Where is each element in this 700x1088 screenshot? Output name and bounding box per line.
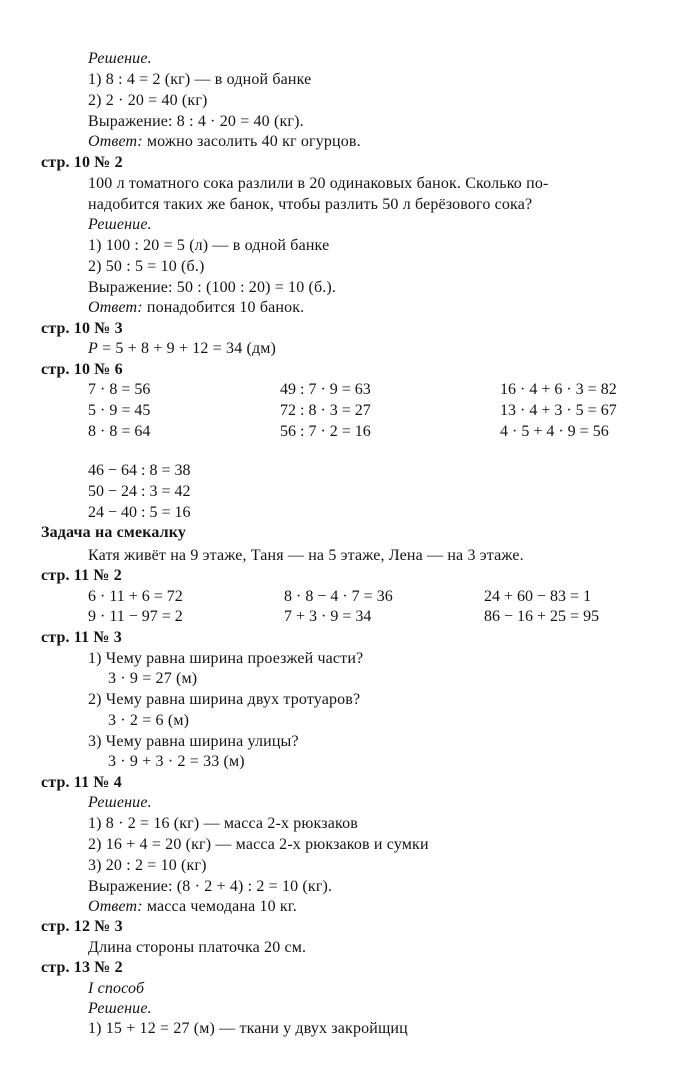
equation: 3 · 9 = 27 (м) [108,670,198,687]
exercise-heading: стр. 12 № 3 [41,918,123,935]
equation: 49 : 7 · 9 = 63 [280,381,371,398]
method-label: I способ [88,980,145,997]
solution-step: 1) 15 + 12 = 27 (м) — ткани у двух закройщиц [88,1020,408,1037]
equation: 24 + 60 − 83 = 1 [484,588,592,605]
equation: 16 · 4 + 6 · 3 = 82 [500,381,617,398]
solution-label: Решение. [88,1000,152,1017]
task-text: 100 л томатного сока разлили в 20 одинаковых банок. Сколько по- [88,175,549,192]
equation: 8 · 8 = 64 [88,423,151,440]
equation: 8 · 8 − 4 · 7 = 36 [284,588,393,605]
equation: 4 · 5 + 4 · 9 = 56 [500,423,609,440]
exercise-heading: стр. 11 № 4 [41,774,122,791]
equation: 7 + 3 · 9 = 34 [284,608,372,625]
solution-step: 1) 8 : 4 = 2 (кг) — в одной банке [88,71,312,88]
answer-line [88,897,297,917]
answer-label: Ответ: [88,898,143,915]
answer-line [88,298,304,318]
question-text: 2) Чему равна ширина двух тротуаров? [88,691,361,708]
solution-step: 2) 2 · 20 = 40 (кг) [88,92,208,109]
exercise-heading: стр. 13 № 2 [41,959,123,976]
equation: 7 · 8 = 56 [88,381,151,398]
equation: 3 · 2 = 6 (м) [108,712,190,729]
equation: 86 − 16 + 25 = 95 [484,608,600,625]
perimeter-expression: = 5 + 8 + 9 + 12 = 34 (дм) [97,340,277,357]
solution-step: 3) 20 : 2 = 10 (кг) [88,857,207,874]
equation: 46 − 64 : 8 = 38 [88,462,191,479]
answer-text: понадобится 10 банок. [142,299,305,316]
answer-label: Ответ: [88,133,143,150]
exercise-heading: стр. 11 № 2 [41,567,122,584]
task-text: Катя живёт на 9 этаже, Таня — на 5 этаже, Лена — на 3 этаже. [88,547,524,564]
exercise-heading: стр. 10 № 2 [41,154,123,171]
answer-text: можно засолить 40 кг огурцов. [142,133,361,150]
answer-line [88,132,361,152]
question-text: 3) Чему равна ширина улицы? [88,733,299,750]
solution-label: Решение. [88,794,152,811]
equation: 9 · 11 − 97 = 2 [88,608,183,625]
expression-line: Выражение: (8 · 2 + 4) : 2 = 10 (кг). [88,878,333,895]
equation: 24 − 40 : 5 = 16 [88,504,191,521]
exercise-heading: стр. 10 № 6 [41,361,123,378]
equation: 50 − 24 : 3 = 42 [88,483,191,500]
equation: 13 · 4 + 3 · 5 = 67 [500,402,617,419]
answer-text: Длина стороны платочка 20 см. [88,939,307,956]
expression-line: Выражение: 8 : 4 · 20 = 40 (кг). [88,113,304,130]
exercise-heading: стр. 11 № 3 [41,629,122,646]
equation: 72 : 8 · 3 = 27 [280,402,371,419]
solution-step: 2) 50 : 5 = 10 (б.) [88,258,205,275]
solution-label: Решение. [88,50,152,67]
exercise-heading: стр. 10 № 3 [41,320,123,337]
exercise-heading: Задача на смекалку [41,524,187,541]
solution-label: Решение. [88,216,152,233]
solution-step: 1) 8 · 2 = 16 (кг) — масса 2-х рюкзаков [88,815,358,832]
equation: 6 · 11 + 6 = 72 [88,588,183,605]
question-text: 1) Чему равна ширина проезжей части? [88,650,364,667]
answer-text: масса чемодана 10 кг. [142,898,297,915]
task-text: надобится таких же банок, чтобы разлить 50 л берёзового сока? [88,196,533,213]
perimeter-symbol: P [88,340,98,357]
solution-step: 1) 100 : 20 = 5 (л) — в одной банке [88,237,330,254]
answer-label: Ответ: [88,299,143,316]
equation: 3 · 9 + 3 · 2 = 33 (м) [108,753,245,770]
solution-step: 2) 16 + 4 = 20 (кг) — масса 2-х рюкзаков и сумки [88,836,429,853]
equation: 5 · 9 = 45 [88,402,151,419]
perimeter-formula [88,339,276,359]
equation: 56 : 7 · 2 = 16 [280,423,371,440]
expression-line: Выражение: 50 : (100 : 20) = 10 (б.). [88,279,337,296]
